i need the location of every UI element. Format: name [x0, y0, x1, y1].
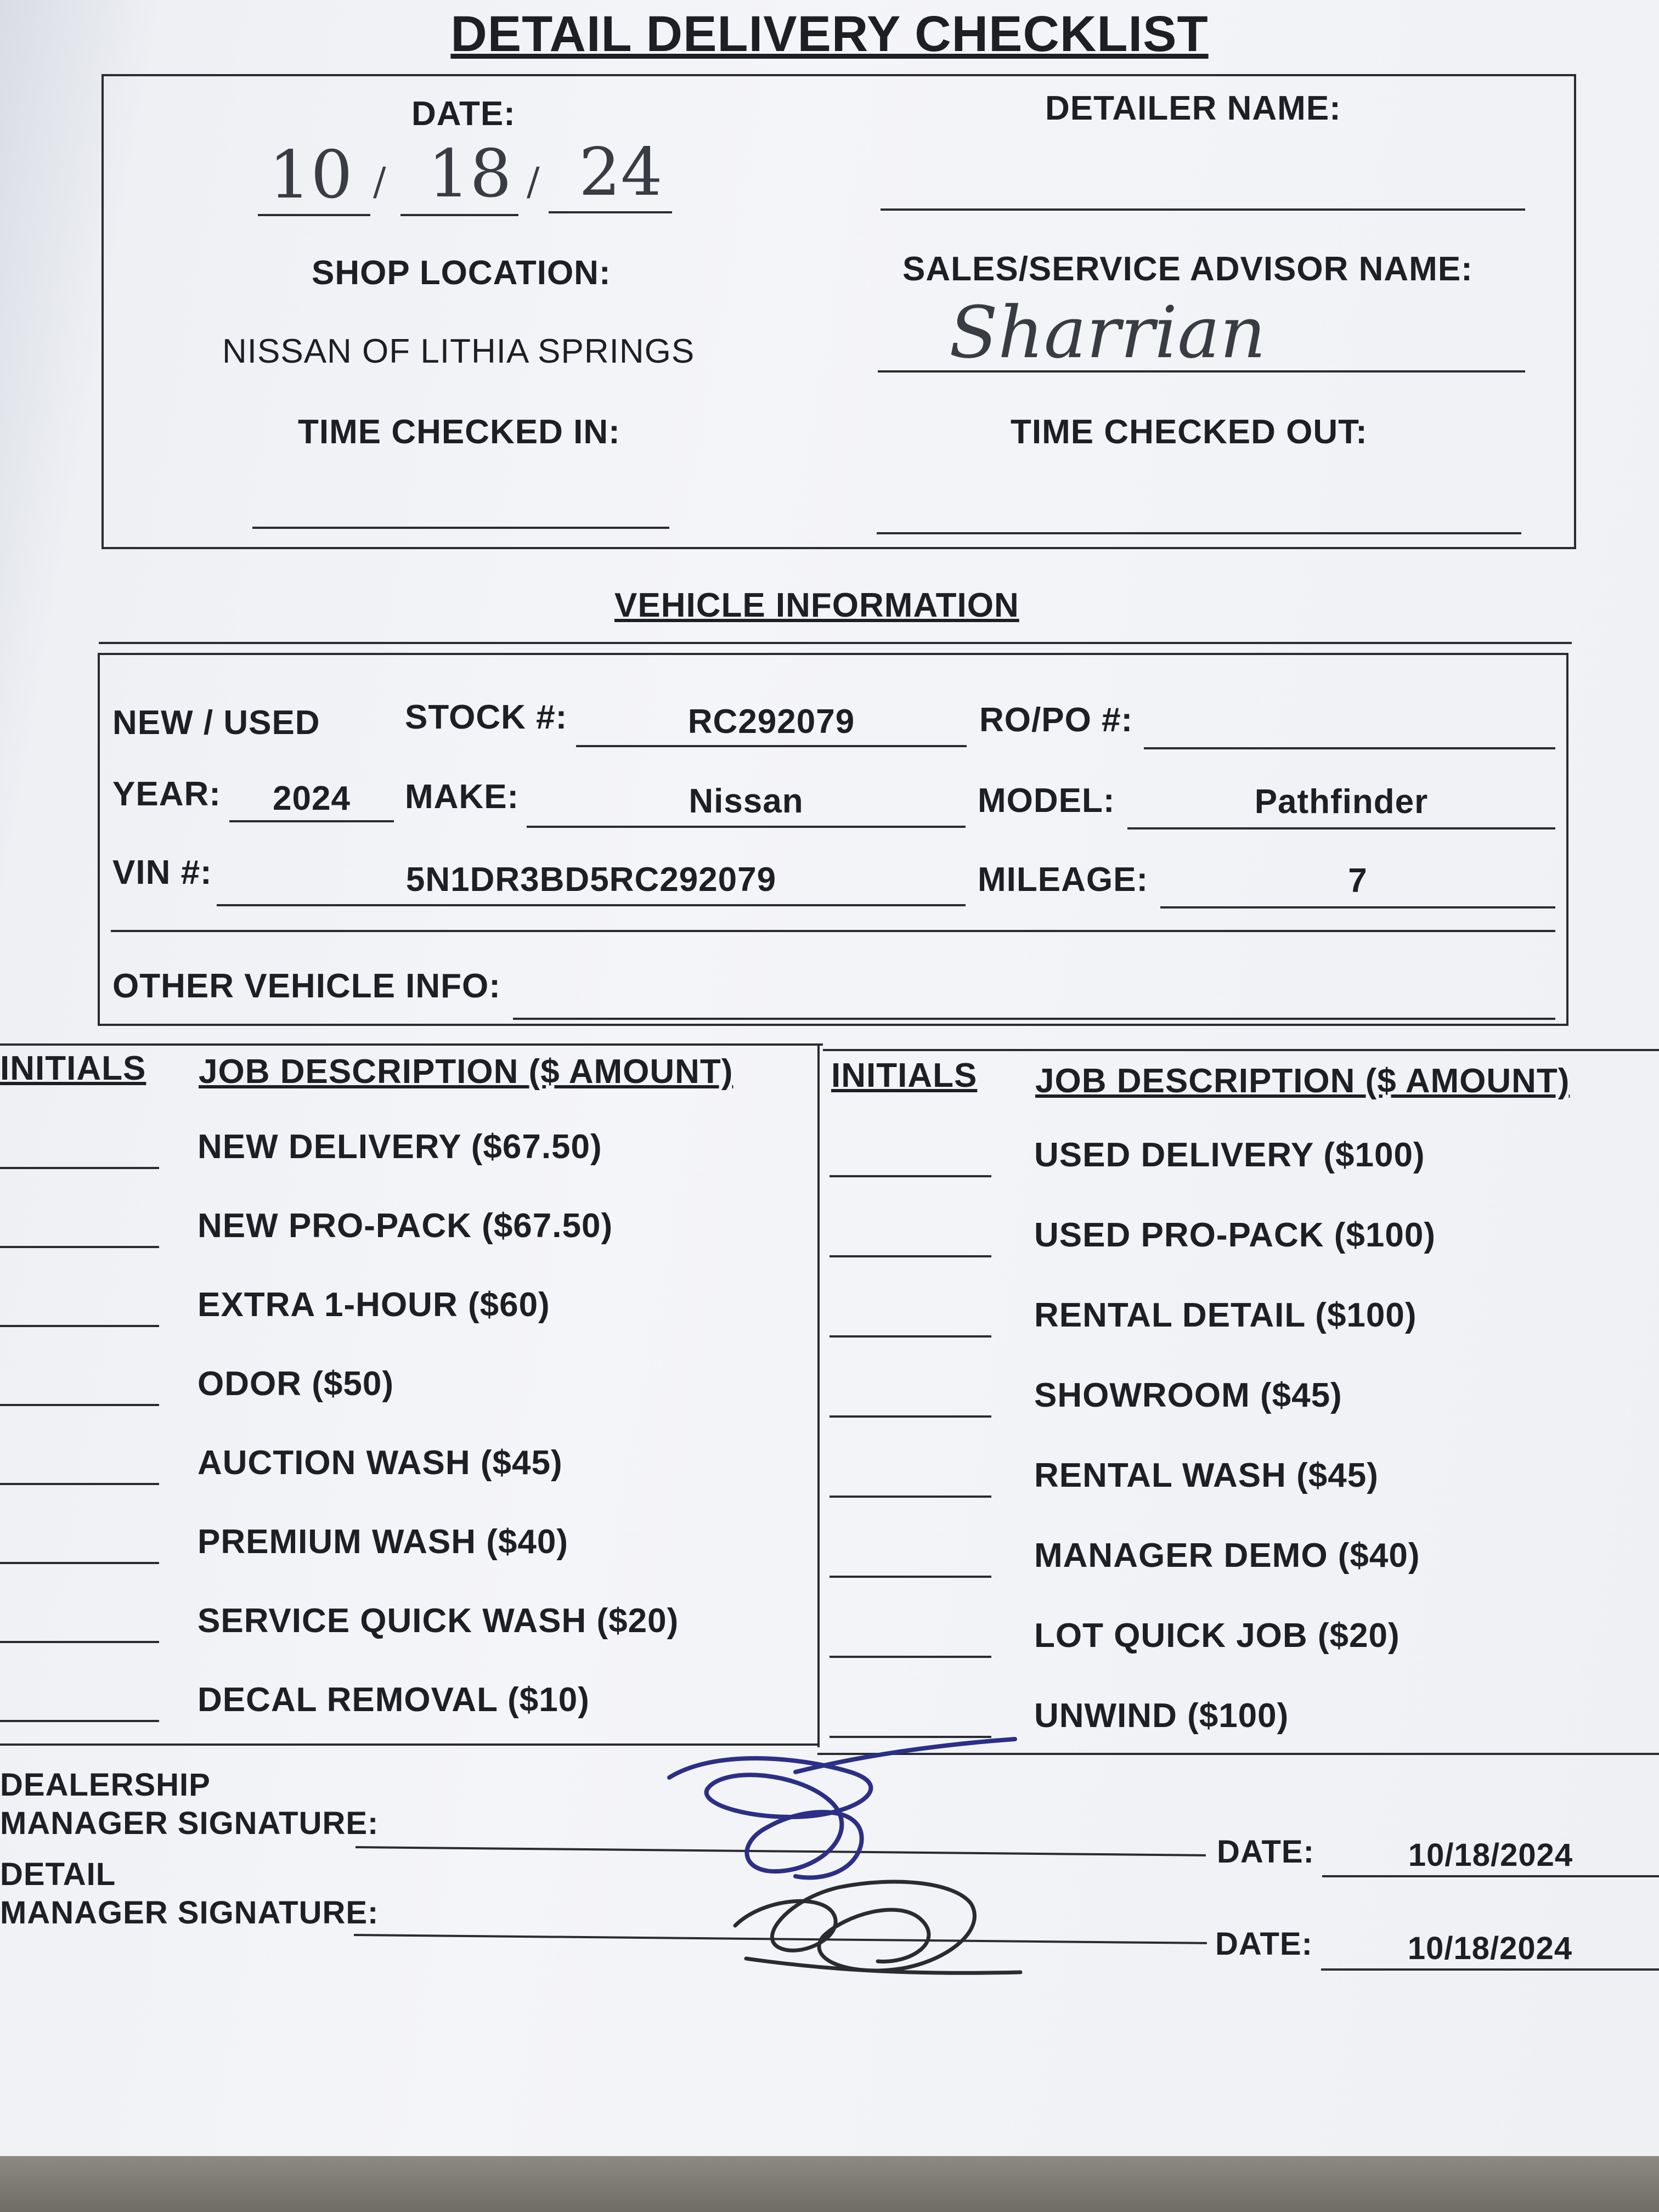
- detail-date-label: DATE:: [1215, 1926, 1313, 1962]
- right-job-item: SHOWROOM ($45): [1034, 1376, 1342, 1414]
- left-job-item: AUCTION WASH ($45): [198, 1444, 563, 1482]
- make-line: [527, 826, 966, 828]
- dealership-date-label: DATE:: [1217, 1834, 1314, 1870]
- jobs-column-divider: [817, 1045, 820, 1747]
- right-job-item: RENTAL DETAIL ($100): [1034, 1296, 1417, 1334]
- left-initials-line[interactable]: [0, 1720, 159, 1722]
- vehicle-heading-rule: [99, 642, 1572, 644]
- left-initials-line[interactable]: [0, 1325, 159, 1327]
- dealership-signature-label-line1: DEALERSHIP: [0, 1767, 211, 1803]
- table-surface: [0, 2156, 1659, 2212]
- left-initials-line[interactable]: [0, 1246, 159, 1248]
- right-initials-line[interactable]: [830, 1415, 991, 1418]
- stock-label: STOCK #:: [405, 698, 568, 736]
- right-initials-line[interactable]: [830, 1656, 991, 1658]
- left-initials-line[interactable]: [0, 1483, 159, 1485]
- time-checked-out-label: TIME CHECKED OUT:: [1011, 413, 1368, 451]
- right-job-item: MANAGER DEMO ($40): [1034, 1537, 1420, 1575]
- right-initials-header: INITIALS: [831, 1057, 978, 1094]
- make-value[interactable]: Nissan: [689, 782, 804, 820]
- vehicle-divider-line: [111, 930, 1555, 932]
- stock-value[interactable]: RC292079: [687, 703, 855, 741]
- right-initials-line[interactable]: [830, 1576, 991, 1578]
- vin-value[interactable]: 5N1DR3BD5RC292079: [405, 861, 777, 899]
- detailer-name-line: [881, 208, 1525, 211]
- date-month-line: [258, 214, 370, 216]
- mileage-label: MILEAGE:: [978, 861, 1149, 899]
- vin-label: VIN #:: [112, 854, 212, 891]
- left-initials-line[interactable]: [0, 1562, 159, 1564]
- left-job-item: NEW DELIVERY ($67.50): [198, 1128, 602, 1166]
- left-initials-header: INITIALS: [0, 1049, 146, 1087]
- left-job-item: NEW PRO-PACK ($67.50): [198, 1207, 613, 1245]
- date-slash-1: /: [373, 159, 386, 204]
- advisor-name-value[interactable]: Sharrian: [949, 291, 1266, 374]
- shop-location-value: NISSAN OF LITHIA SPRINGS: [222, 332, 695, 370]
- model-value[interactable]: Pathfinder: [1254, 783, 1429, 821]
- mileage-value[interactable]: 7: [1348, 862, 1368, 900]
- ropo-label: RO/PO #:: [979, 701, 1133, 739]
- date-year-value[interactable]: 24: [579, 134, 663, 211]
- detail-signature-label-line2: MANAGER SIGNATURE:: [0, 1895, 379, 1931]
- vehicle-info-heading: VEHICLE INFORMATION: [614, 586, 1019, 624]
- left-job-item: SERVICE QUICK WASH ($20): [198, 1602, 679, 1640]
- new-used-label[interactable]: NEW / USED: [112, 704, 320, 742]
- detail-signature-label-line1: DETAIL: [0, 1857, 116, 1892]
- right-initials-line[interactable]: [830, 1335, 991, 1338]
- right-initials-line[interactable]: [830, 1255, 991, 1257]
- left-job-item: EXTRA 1-HOUR ($60): [198, 1286, 550, 1324]
- jobs-top-rule-right: [823, 1049, 1659, 1051]
- jobs-top-rule: [0, 1043, 823, 1046]
- right-job-item: RENTAL WASH ($45): [1034, 1457, 1379, 1494]
- date-year-line: [549, 211, 672, 213]
- other-vehicle-info-line: [513, 1018, 1555, 1020]
- stock-line: [576, 745, 967, 747]
- right-job-item: UNWIND ($100): [1034, 1697, 1289, 1735]
- left-initials-line[interactable]: [0, 1641, 159, 1643]
- advisor-name-line: [878, 370, 1525, 373]
- right-job-item: LOT QUICK JOB ($20): [1034, 1617, 1400, 1655]
- model-line: [1127, 827, 1555, 830]
- left-initials-line[interactable]: [0, 1167, 159, 1169]
- date-slash-2: /: [527, 159, 540, 204]
- dealership-signature-label-line2: MANAGER SIGNATURE:: [0, 1805, 379, 1841]
- left-job-description-header: JOB DESCRIPTION ($ AMOUNT): [199, 1053, 733, 1091]
- date-month-value[interactable]: 10: [269, 137, 353, 213]
- right-job-item: USED PRO-PACK ($100): [1034, 1216, 1436, 1254]
- right-initials-line[interactable]: [830, 1175, 991, 1177]
- advisor-name-label: SALES/SERVICE ADVISOR NAME:: [902, 250, 1473, 288]
- date-label: DATE:: [411, 95, 516, 133]
- dealership-date-line: [1322, 1875, 1659, 1877]
- time-checked-in-label: TIME CHECKED IN:: [298, 413, 620, 451]
- left-job-item: DECAL REMOVAL ($10): [198, 1681, 590, 1719]
- year-value[interactable]: 2024: [273, 780, 351, 817]
- right-job-item: USED DELIVERY ($100): [1034, 1136, 1425, 1174]
- year-line: [229, 820, 394, 822]
- detail-signature-scribble: [713, 1832, 1042, 1986]
- make-label: MAKE:: [405, 778, 520, 816]
- time-checked-in-line: [252, 527, 669, 529]
- date-day-line: [400, 214, 518, 216]
- detail-date-value[interactable]: 10/18/2024: [1407, 1931, 1573, 1966]
- date-day-value[interactable]: 18: [428, 136, 512, 212]
- left-initials-line[interactable]: [0, 1404, 159, 1406]
- detailer-name-label: DETAILER NAME:: [1045, 89, 1341, 127]
- shop-location-label: SHOP LOCATION:: [312, 254, 611, 292]
- time-checked-out-line: [877, 532, 1521, 534]
- form-title: DETAIL DELIVERY CHECKLIST: [450, 6, 1209, 62]
- right-job-description-header: JOB DESCRIPTION ($ AMOUNT): [1035, 1062, 1570, 1100]
- ropo-line: [1144, 747, 1555, 749]
- dealership-date-value[interactable]: 10/18/2024: [1408, 1837, 1573, 1873]
- left-job-item: ODOR ($50): [198, 1365, 394, 1403]
- detail-date-line: [1321, 1968, 1659, 1971]
- vin-line: [217, 904, 966, 906]
- other-vehicle-info-label: OTHER VEHICLE INFO:: [112, 967, 501, 1005]
- right-initials-line[interactable]: [830, 1496, 991, 1498]
- left-job-item: PREMIUM WASH ($40): [198, 1523, 568, 1561]
- mileage-line: [1160, 906, 1555, 909]
- model-label: MODEL:: [978, 782, 1115, 820]
- year-label: YEAR:: [112, 775, 221, 813]
